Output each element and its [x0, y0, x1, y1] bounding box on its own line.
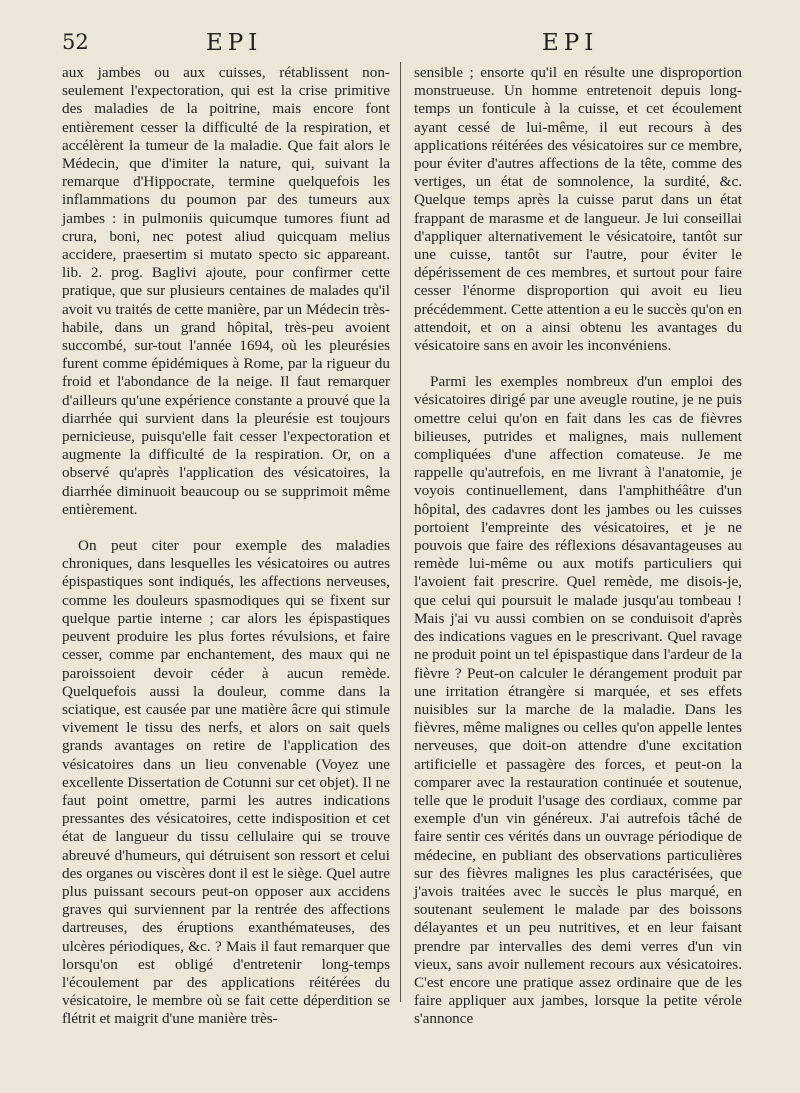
right-column: [414, 64, 742, 1029]
page-number: 52: [62, 30, 89, 54]
paragraph: Parmi les exemples nombreux d'un emploi des vésicatoires dirigé par une aveugle routine, je ne puis omettre celui qu'on en fait dans les cas de fièvres bilieuses, putrides et malignes, mais nullement compliquées d'une affection comateuse. Je me rappelle qu'autrefois, en me livrant à l'anatomie, je voyois continuellement, dans l'amphithéâtre d'un hôpital, des cadavres dont les jambes ou les cuisses portoient l'empreinte des vésicatoires, et je ne pouvois que faire des réflexions désavantageuses au remède lui-même ou aux motifs particuliers qui l'avoient fait prescrire. Quel remède, me disois-je, que celui qui poursuit le malade jusqu'au tombeau ! Mais j'ai vu aussi combien on se conduisoit d'après des indications vagues en le prescrivant. Quel ravage ne produit point un tel épispastique dans l'ardeur de la fièvre ? Peut-on calculer le dérangement produit par une irritation étrangère si marquée, et ses effets nuisibles sur la marche de la maladie. Dans les fièvres, même malignes ou celles qu'on appelle lentes nerveuses, que doit-on attendre d'une excitation artificielle et passagère des forces, et peut-on la comparer avec la restauration continuée et soutenue, telle que le produit l'usage des cordiaux, comme par exemple d'un vin généreux. J'ai autrefois tâché de faire sentir ces vérités dans un ouvrage périodique de médecine, en publiant des observations particulières sur des fièvres malignes les plus caractérisées, que j'avois traitées avec le succès le plus marqué, en soutenant seulement le malade par des boissons délayantes et un peu nutritives, et en leur faisant prendre par intervalles des demi verres d'un vin vieux, sans avoir nullement recours aux vésicatoires. C'est encore une pratique assez ordinaire que de les faire appliquer aux jambes, lorsque la petite vérole s'annonce: [414, 373, 742, 1028]
running-head-left: EPI: [206, 30, 263, 56]
running-head-right: EPI: [542, 30, 599, 56]
left-column: [62, 64, 390, 1029]
column-divider: [400, 62, 401, 1002]
page-header: [0, 30, 800, 64]
paragraph: aux jambes ou aux cuisses, rétablissent non-seulement l'expectoration, qui est la crise primitive des maladies de la poitrine, mais encore font entièrement cesser la difficulté de la respiration, et accélèrent la tumeur de la maladie. Que fait alors le Médecin, que d'imiter la nature, qui, suivant la remarque d'Hippocrate, termine quelquefois les inflammations du poumon par des tumeurs aux jambes : in pulmoniis quicumque tumores fiunt ad crura, boni, nec potest aliud quicquam melius accidere, praesertim si mutato specto sic appareant. lib. 2. prog. Baglivi ajoute, pour confirmer cette pratique, que sur plusieurs centaines de malades qu'il avoit vu traités de cette manière, par un Médecin très-habile, dans un grand hôpital, très-peu avoient succombé, sur-tout l'année 1694, où les pleurésies furent comme épidémiques à Rome, par la rigueur du froid et l'abondance de la neige. Il faut remarquer d'ailleurs qu'une expérience constante a prouvé que la diarrhée qui survient dans la pleurésie est toujours pernicieuse, puisqu'elle fait cesser l'expectoration et augmente la difficulté de la respiration. Or, on a observé qu'après l'application des vésicatoires, la diarrhée diminuoit beaucoup ou se supprimoit même entièrement.: [62, 64, 390, 518]
paragraph: On peut citer pour exemple des maladies chroniques, dans lesquelles les vésicatoires ou autres épispastiques sont indiqués, les affections nerveuses, comme les douleurs spasmodiques qui se fixent sur quelque partie interne ; car alors les épispastiques peuvent produire les plus fortes révulsions, et faire cesser, comme par enchantement, des maux qui ne paroissoient devoir céder à aucun remède. Quelquefois aussi la douleur, comme dans la sciatique, est causée par une matière âcre qui stimule vivement le tissu des nerfs, et alors on sait quels grands avantages on retire de l'application des vésicatoires dans un lieu convenable (Voyez une excellente Dissertation de Cotunni sur cet objet). Il ne faut point omettre, parmi les autres indications pressantes des vésicatoires, cette indisposition et cet état de langueur du tissu cellulaire qui se trouve abreuvé d'humeurs, qui détruisent son ressort et celui des organes ou viscères dont il est le siège. Quel autre plus puissant secours peut-on opposer aux accidens graves qui surviennent par la rentrée des affections dartreuses, des éruptions exanthémateuses, des ulcères périodiques, &c. ? Mais il faut remarquer que lorsqu'on est obligé d'entretenir long-temps l'écoulement par des applications réitérées du vésicatoire, le membre où se fait cette déperdition se flétrit et maigrit d'une manière très-: [62, 537, 390, 1028]
paragraph: sensible ; ensorte qu'il en résulte une disproportion monstrueuse. Un homme entretenoit depuis long-temps un fonticule à la cuisse, et cet écoulement ayant cessé de lui-même, il eut recours à des applications réitérées des vésicatoires sur ce membre, pour éviter d'autres affections de la tête, comme des vertiges, un état de somnolence, la surdité, &c. Quelque temps après la cuisse parut dans un état frappant de marasme et de langueur. Je lui conseillai d'appliquer alternativement le vésicatoire, tantôt sur une cuisse, tantôt sur l'autre, pour éviter le dépérissement de ces membres, et surtout pour faire cesser l'énorme disproportion qui avoit eu lieu précédemment. Cette attention a eu le succès qu'on en attendoit, et on a ainsi obtenu les avantages du vésicatoire sans en avoir les inconvéniens.: [414, 64, 742, 355]
